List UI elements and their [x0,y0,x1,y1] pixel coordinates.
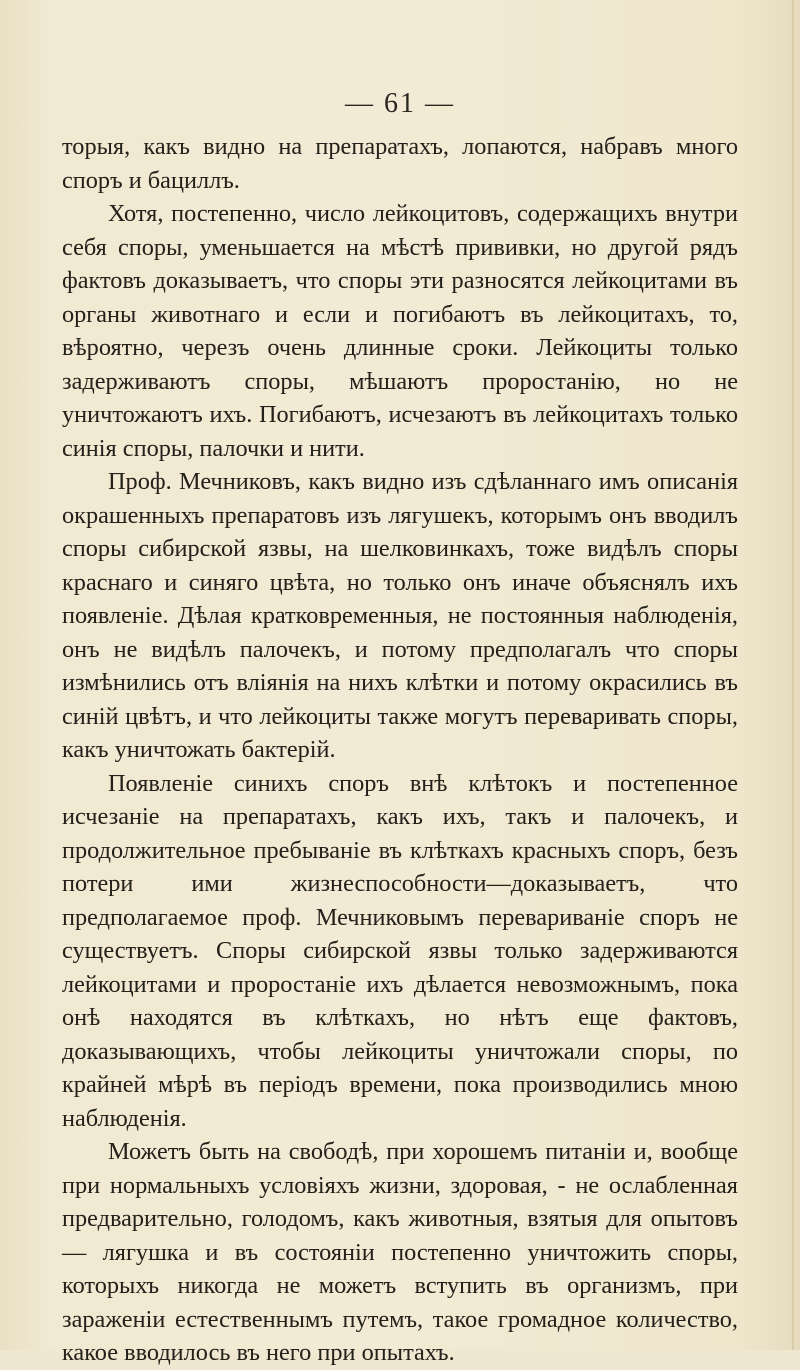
paragraph: Хотя, постепенно, число лейкоцитовъ, содержащихъ внутри себя споры, уменьшается на мѣстѣ прививки, но другой рядъ фактовъ доказываетъ, что споры эти разносятся лейкоцитами въ органы животнаго и если и погибаютъ въ лейкоцитахъ, то, вѣроятно, черезъ очень длинные сроки. Лейкоциты только задерживаютъ споры, мѣшаютъ проростанію, но не уничтожаютъ ихъ. Погибаютъ, исчезаютъ въ лейкоцитахъ только синія споры, палочки и нити. [62,200,738,462]
paragraph: Проф. Мечниковъ, какъ видно изъ сдѣланнаго имъ описанія окрашенныхъ препаратовъ изъ лягушекъ, которымъ онъ вводилъ споры сибирской язвы, на шелковинкахъ, тоже видѣлъ споры краснаго и синяго цвѣта, но только онъ иначе объяснялъ ихъ появленіе. Дѣлая кратковременныя, не постоянныя наблюденія, онъ не видѣлъ палочекъ, и потому предполагалъ что споры измѣнились отъ вліянія на нихъ клѣтки и потому окрасились въ синій цвѣтъ, и что лейкоциты также могутъ переваривать споры, какъ уничтожать бактерій. [62,468,738,763]
paragraph: Появленіе синихъ споръ внѣ клѣтокъ и постепенное исчезаніе на препаратахъ, какъ ихъ, такъ и палочекъ, и продолжительное пребываніе въ клѣткахъ красныхъ споръ, безъ потери ими жизнеспособности—доказываетъ, что предполагаемое проф. Мечниковымъ перевариваніе споръ не существуетъ. Споры сибирской язвы только задерживаются лейкоцитами и проростаніе ихъ дѣлается невозможнымъ, пока онѣ находятся въ клѣткахъ, но нѣтъ еще фактовъ, доказывающихъ, чтобы лейкоциты уничтожали споры, по крайней мѣрѣ въ періодъ времени, пока производились мною наблюденія. [62,769,738,1132]
page-number: — 61 — [345,88,455,119]
page-body-text [62,130,738,1370]
paragraph-continuation: торыя, какъ видно на препаратахъ, лопаются, набравъ много споръ и бациллъ. [62,133,738,194]
paragraph: Можетъ быть на свободѣ, при хорошемъ питаніи и, вообще при нормальныхъ условіяхъ жизни, здоровая, - не ослабленная предварительно, голодомъ, какъ животныя, взятыя для опытовъ — лягушка и въ состояніи постепенно уничтожить споры, которыхъ никогда не можетъ вступить въ организмъ, при зараженіи естественнымъ путемъ, такое громадное количество, какое вводилось въ него при опытахъ. [62,1138,738,1366]
